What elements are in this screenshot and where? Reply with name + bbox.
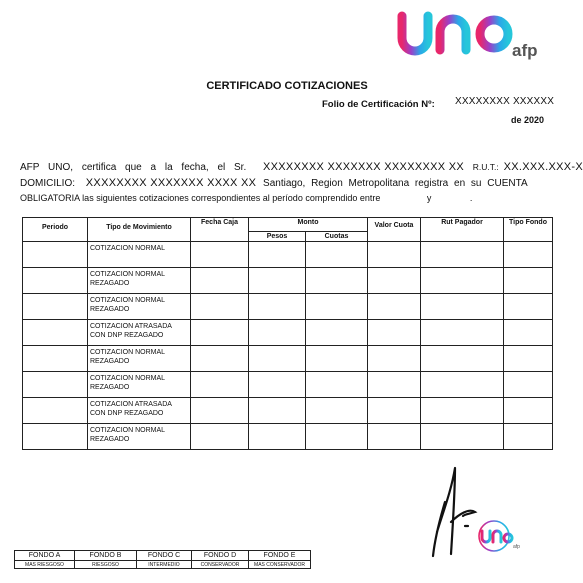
table-cell — [249, 372, 306, 398]
fondo-description: CONSERVADOR — [192, 561, 249, 569]
domicilio-region: Santiago, Region Metropolitana registra en su CUENTA — [263, 178, 528, 189]
table-cell — [23, 398, 88, 424]
table-cell — [504, 268, 553, 294]
movement-type-cell: COTIZACION NORMAL REZAGADO — [88, 268, 191, 294]
table-cell — [23, 242, 88, 268]
table-row — [23, 242, 553, 268]
table-cell — [191, 242, 249, 268]
table-cell — [23, 268, 88, 294]
table-row — [23, 294, 553, 320]
table-row — [23, 320, 553, 346]
period-end: . — [469, 193, 473, 203]
table-cell — [368, 268, 421, 294]
col-pesos: Pesos — [249, 232, 306, 242]
table-cell — [368, 242, 421, 268]
movement-type-cell: COTIZACION ATRASADA CON DNP REZAGADO — [88, 320, 191, 346]
table-row — [23, 346, 553, 372]
fondo-name: FONDO D — [192, 551, 249, 561]
table-cell — [249, 268, 306, 294]
fondo-description: RIESGOSO — [75, 561, 137, 569]
col-tipo-movimiento: Tipo de Movimiento — [88, 218, 191, 242]
table-cell — [368, 294, 421, 320]
table-cell — [504, 398, 553, 424]
fondo-description: INTERMEDIO — [137, 561, 192, 569]
paragraph-line-3 — [20, 193, 472, 203]
table-row — [23, 424, 553, 450]
rut-value: XX.XXX.XXX-X — [503, 161, 583, 173]
table-cell — [191, 268, 249, 294]
table-cell — [249, 294, 306, 320]
domicilio-value: XXXXXXXX XXXXXXX XXXX XX — [85, 177, 257, 189]
table-row — [23, 372, 553, 398]
period-and: y — [426, 193, 432, 203]
col-monto: Monto — [249, 218, 368, 232]
rut-label: R.U.T.: — [472, 162, 499, 172]
table-cell — [504, 294, 553, 320]
table-cell — [306, 294, 368, 320]
table-cell — [249, 242, 306, 268]
paragraph-line-1 — [20, 161, 583, 173]
table-cell — [504, 372, 553, 398]
table-cell — [306, 242, 368, 268]
table-cell — [306, 268, 368, 294]
uno-afp-logo — [396, 6, 556, 62]
table-cell — [421, 424, 504, 450]
fondos-legend — [14, 550, 311, 569]
period-text: OBLIGATORIA las siguientes cotizaciones correspondientes al período comprendido entre — [20, 193, 381, 203]
table-cell — [368, 372, 421, 398]
table-cell — [23, 294, 88, 320]
table-cell — [249, 346, 306, 372]
certificate-title: CERTIFICADO COTIZACIONES — [206, 80, 368, 92]
folio-value: XXXXXXXX XXXXXX — [455, 96, 555, 107]
affiliate-name: XXXXXXXX XXXXXXX XXXXXXXX XX — [263, 161, 465, 173]
table-row — [23, 268, 553, 294]
table-cell — [191, 346, 249, 372]
movement-type-cell: COTIZACION NORMAL — [88, 242, 191, 268]
col-tipo-fondo: Tipo Fondo — [504, 218, 553, 242]
table-cell — [23, 424, 88, 450]
table-cell — [504, 424, 553, 450]
table-row — [23, 398, 553, 424]
table-cell — [191, 424, 249, 450]
table-cell — [421, 294, 504, 320]
certify-text: AFP UNO, certifica que a la fecha, el Sr. — [20, 162, 247, 173]
table-cell — [191, 320, 249, 346]
table-cell — [421, 372, 504, 398]
table-cell — [306, 398, 368, 424]
table-cell — [306, 346, 368, 372]
table-cell — [306, 424, 368, 450]
table-cell — [249, 320, 306, 346]
table-cell — [421, 242, 504, 268]
table-cell — [23, 372, 88, 398]
table-cell — [368, 320, 421, 346]
movement-type-cell: COTIZACION ATRASADA CON DNP REZAGADO — [88, 398, 191, 424]
table-cell — [23, 346, 88, 372]
col-valor-cuota: Valor Cuota — [368, 218, 421, 242]
fondo-name: FONDO C — [137, 551, 192, 561]
svg-text:afp: afp — [513, 544, 520, 550]
table-cell — [368, 346, 421, 372]
table-cell — [421, 320, 504, 346]
col-fecha-caja: Fecha Caja — [191, 218, 249, 242]
paragraph-line-2 — [20, 177, 528, 189]
fondo-description: MAS RIESGOSO — [15, 561, 75, 569]
domicilio-label: DOMICILIO: — [20, 178, 76, 189]
fondo-name: FONDO A — [15, 551, 75, 561]
folio-label: Folio de Certificación Nº: — [322, 99, 435, 110]
table-cell — [191, 398, 249, 424]
table-cell — [421, 398, 504, 424]
movement-type-cell: COTIZACION NORMAL REZAGADO — [88, 294, 191, 320]
table-cell — [191, 372, 249, 398]
movement-type-cell: COTIZACION NORMAL REZAGADO — [88, 372, 191, 398]
table-cell — [249, 424, 306, 450]
table-cell — [368, 398, 421, 424]
movement-type-cell: COTIZACION NORMAL REZAGADO — [88, 346, 191, 372]
table-cell — [306, 372, 368, 398]
table-cell — [504, 320, 553, 346]
table-cell — [421, 268, 504, 294]
col-periodo: Periodo — [23, 218, 88, 242]
afp-logo-text: afp — [512, 41, 538, 60]
fondo-name: FONDO B — [75, 551, 137, 561]
movement-type-cell: COTIZACION NORMAL REZAGADO — [88, 424, 191, 450]
table-cell — [504, 346, 553, 372]
certificate-year: de 2020 — [511, 115, 545, 125]
table-cell — [368, 424, 421, 450]
fondo-description: MAS CONSERVADOR — [249, 561, 311, 569]
col-rut-pagador: Rut Pagador — [421, 218, 504, 242]
fondo-name: FONDO E — [249, 551, 311, 561]
table-cell — [249, 398, 306, 424]
table-cell — [504, 242, 553, 268]
uno-afp-small-logo — [470, 518, 526, 558]
col-cuotas: Cuotas — [306, 232, 368, 242]
table-cell — [191, 294, 249, 320]
table-cell — [306, 320, 368, 346]
contributions-table — [22, 217, 553, 450]
table-cell — [421, 346, 504, 372]
table-cell — [23, 320, 88, 346]
